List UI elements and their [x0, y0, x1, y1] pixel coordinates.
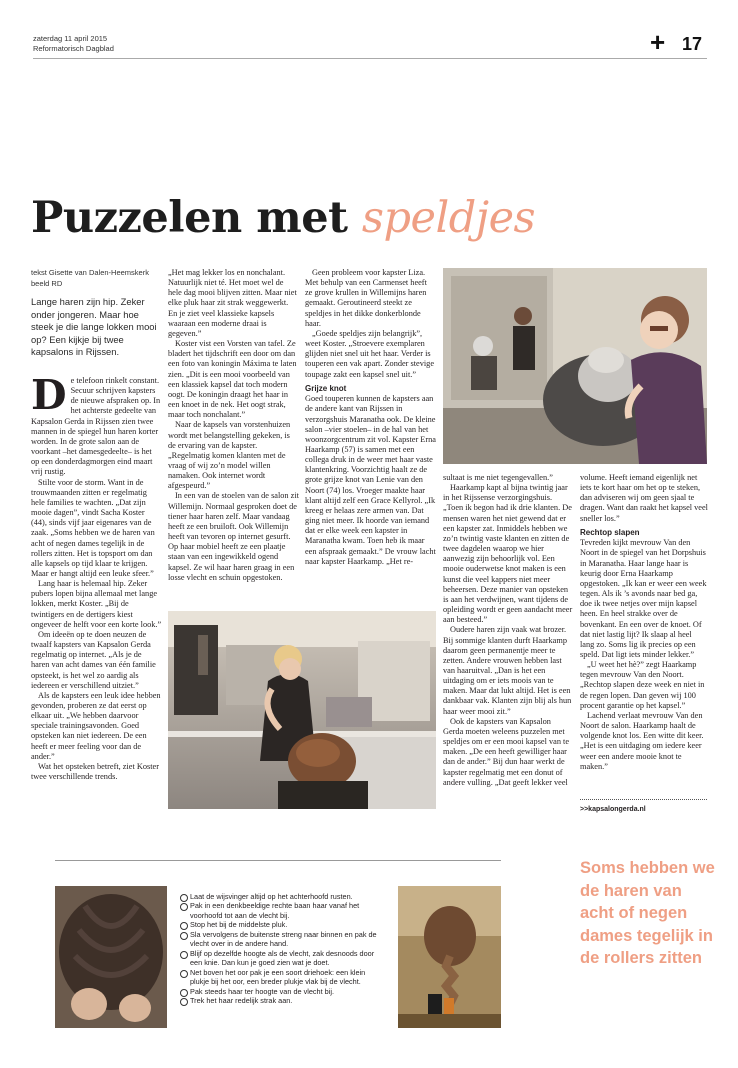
byline-author: tekst Gisette van Dalen-Heemskerk: [31, 268, 149, 277]
mannequin-braid-illustration: [398, 886, 501, 1028]
photo-hairdresser-salon: [168, 611, 436, 809]
header-divider: [33, 58, 707, 59]
paragraph: sultaat is me niet tegengevallen.”: [443, 473, 553, 482]
paragraph: Tevreden kijkt mevrouw Van den Noort in de spiegel van het Dorpshuis in Maranatha. Haar lange haar is keurig door Erna Haarkamp opgestoken. „Ik kan er weer een week tegen. Als ik ’s avonds naar bed ga, doe ik twee netjes over mijn kapsel heen. En heel strakke over de bovenkant. En een over de knoet. Of dat niet lastig lijt? Ik slaap al heel lang zo. Soms lig ik precies op een speld. Dat ligt iets minder lekker.”: [580, 538, 707, 659]
intro-lead: Lange haren zijn hip. Zeker onder jongeren. Maar hoe steek je die lange lokken mooi op? Een kijkje bij twee kapsalons in Rijssen.: [31, 296, 157, 358]
braiding-steps-list: [180, 892, 380, 1005]
page-number: 17: [682, 34, 703, 54]
paragraph: Haarkamp kapt al bijna twintig jaar in het Rijssense verzorgingshuis. „Toen ik begon had ik drie klanten. De mensen waren het niet gewend dat er een kapster zat. Inmiddels hebben we zo’n twintig vaste klanten en zitten de twee dagdelen waarop we hier aanwezig zijn behoorlijk vol. Een mooie ouderwetse knot maken is een kunst die veel kappers niet meer beheersen. Deze manier van opsteken is aan het verdwijnen, want tijdens de opleiding wordt er geen aandacht meer aan besteed.”: [443, 483, 573, 625]
headline-accent: speldjes: [361, 193, 536, 243]
pull-quote: Soms hebben we de haren van acht of negen dames tegelijk in de rollers zitten: [580, 859, 715, 967]
article-column-5: [580, 473, 708, 772]
dotted-divider: [580, 799, 707, 800]
issue-date: zaterdag 11 april 2015: [33, 34, 108, 43]
paragraph: Naar de kapsels van vorstenhuizen wordt met belangstelling gekeken, is de ervaring van de kapster. „Regelmatig komen klanten met de vraag of wij zo’n model willen namaken. Ook internet wordt afgespeurd.”: [168, 420, 291, 491]
paragraph: Ook de kapsters van Kapsalon Gerda moeten weleens puzzelen met speldjes om er een mooi kapsel van te maken. „De een heeft gewilliger haar dan de ander.” Bij dun haar werkt de kapster regelmatig met een donut of andere vulling. „Dat geeft lekker veel: [443, 716, 570, 787]
list-item: Stop het bij de middelste pluk.: [180, 920, 380, 929]
subheading: Rechtop slapen: [580, 527, 640, 537]
drop-cap: D: [31, 371, 67, 419]
paragraph: Oudere haren zijn vaak wat brozer. Bij sommige klanten durft Haarkamp daarom geen permanentje meer te zetten. Andere vrouwen hebben last van haaruitval. „Dan is het een uitdaging om er iets moois van te maken. Maar dat lukt altijd. Het is een dankbaar vak. Klanten zijn blij als hun haar weer mooi zit.”: [443, 625, 572, 716]
list-item: Trek het haar redelijk strak aan.: [180, 996, 380, 1005]
paragraph: Geen probleem voor kapster Liza. Met behulp van een Carmenset heeft ze grove krullen in Willemijns haren gemaakt. Geroutineerd steekt ze speldjes in het dikke donkerblonde haar.: [305, 268, 427, 328]
photo-braid-closeup: [55, 886, 167, 1028]
paragraph: Stilte voor de storm. Want in de trouwmaanden zitten er regelmatig hele families te wachten. „Dat zijn mooie dagen”, vindt Sacha Koster (44), sinds vijf jaar eigenares van de zaak. „Soms hebben we de haren van acht of negen dames tegelijk in de rollers zitten. Het is topsport om dan alle kapsels op tijd klaar te krijgen. Maar er hangt altijd een leuke sfeer.”: [31, 477, 155, 578]
paragraph: In een van de stoelen van de salon zit Willemijn. Normaal gesproken doet de tiener haar haren zelf. Maar vandaag heeft ze een bruiloft. Ook Willemijn heeft van tevoren op internet gesurft. Op haar mobiel heeft ze een plaatje staan van een ingewikkeld ogend kapsel. Ze wil haar haren graag in een losse vlecht en schuin opgestoken.: [168, 491, 299, 582]
paragraph: Goed touperen kunnen de kapsters aan de andere kant van Rijssen in verzorgshuis Maranatha ook. De kleine salon –vier stoelen– in de hal van het woonzorgcentrum zit vol. Kapster Erna Haarkamp (57) is samen met een collega druk in de weer met haar vaste klantenkring. Voorzichtig haalt ze de grote grijze knot van Lenie van den Noort (74) los. Vroeger maakte haar klant altijd zelf een Grace Kellyrol. „Ik kreeg er helaas zere armen van. Dat ging niet meer. Ik hoorde van iemand dat er elke week een kapster in Maranatha kwam. Toen heb ik maar een afspraak gemaakt.” De vrouw lacht naar kapster Haarkamp. „Het re-: [305, 394, 436, 566]
article-column-1: [31, 371, 162, 782]
list-item: Blijf op dezelfde hoogte als de vlecht, zak desnoods door een knie. Dan kun je goed zien wat je doet.: [180, 949, 380, 968]
paragraph: De telefoon rinkelt constant. Secuur schrijven kapsters de nieuwe afspraken op. In het achterste gedeelte van Kapsalon Gerda in Rijssen zien twee mannen in de spiegel hun haren korter worden. In de grote salon aan de voorkant –het damesgedeelte– is het op een donderdagmorgen eind maart vrij rustig.: [31, 371, 161, 477]
list-item: Pak steeds haar ter hoogte van de vlecht bij.: [180, 987, 380, 996]
website-link[interactable]: >>kapsalongerda.nl: [580, 806, 646, 813]
paragraph: volume. Heeft iemand eigenlijk net iets te kort haar om het op te steken, dan adviseren wij om geen sjaal te dragen. Want dan raakt het kapsel veel sneller los.”: [580, 473, 708, 523]
paragraph: „Goede speldjes zijn belangrijk”, weet Koster. „Stroevere exemplaren glijden niet snel uit het haar. Verder is touperen een vak apart. Zonder stevige toupage zakt een kapsel snel uit.”: [305, 328, 435, 379]
article-column-4: [443, 473, 573, 788]
headline: [31, 190, 535, 246]
photo-braided-mannequin: [398, 886, 501, 1028]
article-column-2: [168, 268, 299, 583]
article-column-3: [305, 268, 436, 567]
list-item: Sla vervolgens de buitenste streng naar binnen en pak de vlecht over in de andere hand.: [180, 930, 380, 949]
subheading: Grijze knot: [305, 383, 347, 393]
salon-photo-illustration: [168, 611, 436, 809]
photo-elderly-woman-bun: [443, 268, 707, 464]
paragraph: „U weet het hè?” zegt Haarkamp tegen mevrouw Van den Noort. „Rechtop slapen deze week en niet in de regen lopen. Dan geven wij 100 procent garantie op het kapsel.”: [580, 660, 705, 710]
list-item: Net boven het oor pak je een soort driehoek: een klein plukje bij het oor, een breder plukje vlak bij de vlecht.: [180, 968, 380, 987]
section-divider: [55, 860, 501, 861]
braid-closeup-illustration: [55, 886, 167, 1028]
byline: [31, 268, 149, 289]
byline-photo: beeld RD: [31, 278, 63, 288]
paragraph: Lachend verlaat mevrouw Van den Noort de salon. Haarkamp haalt de volgende knot los. Een witte dit keer. „Het is een uitdaging om iedere keer weer een andere mooie knot te maken.”: [580, 710, 704, 771]
maranatha-photo-illustration: [443, 268, 707, 464]
headline-main: Puzzelen met: [31, 193, 348, 243]
list-item: Pak in een denkbeeldige rechte baan haar vanaf het voorhoofd tot aan de vlecht bij.: [180, 901, 380, 920]
paragraph: Om ideeën op te doen neuzen de twaalf kapsters van Kapsalon Gerda regelmatig op internet. „Als je de haren van acht dames van één familie opsteekt, is het wel zo aardig als iedereen er verschillend uitziet.”: [31, 629, 156, 690]
list-item: Laat de wijsvinger altijd op het achterhoofd rusten.: [180, 892, 380, 901]
page-date-header: [33, 34, 114, 53]
paragraph: Als de kapsters een leuk idee hebben gevonden, proberen ze dat eerst op elkaar uit. „We hebben daarvoor speciale trainingsavonden. Goed opsteken kan niet iedereen. De een heeft er meer feeling voor dan de ander.”: [31, 690, 161, 761]
paragraph: Koster vist een Vorsten van tafel. Ze bladert het tijdschrift een door om dan een foto van koningin Máxima te laten zien. „Dit is een mooi voorbeeld van een klassiek kapsel dat toch modern oogt. De koningin draagt het haar in een knoet in de nek. Het oogt strak, maar toch nonchalant.”: [168, 339, 297, 420]
plus-section-icon: +: [650, 27, 666, 57]
newspaper-name: Reformatorisch Dagblad: [33, 43, 114, 53]
paragraph: Lang haar is helemaal hip. Zeker pubers lopen bijna allemaal met lange lokken, merkt Koster. „Bij de twintigers en de dertigers kiest ongeveer de helft voor een korte look.”: [31, 579, 162, 629]
paragraph: Wat het opsteken betreft, ziet Koster twee verschillende trends.: [31, 761, 159, 782]
paragraph: „Het mag lekker los en nonchalant. Natuurlijk niet té. Het moet wel de hele dag mooi blijven zitten. Maar niet elke pluk haar zit strak weggewerkt. En je ziet veel klassieke kapsels waaraan een moderne draai is gegeven.”: [168, 268, 297, 338]
